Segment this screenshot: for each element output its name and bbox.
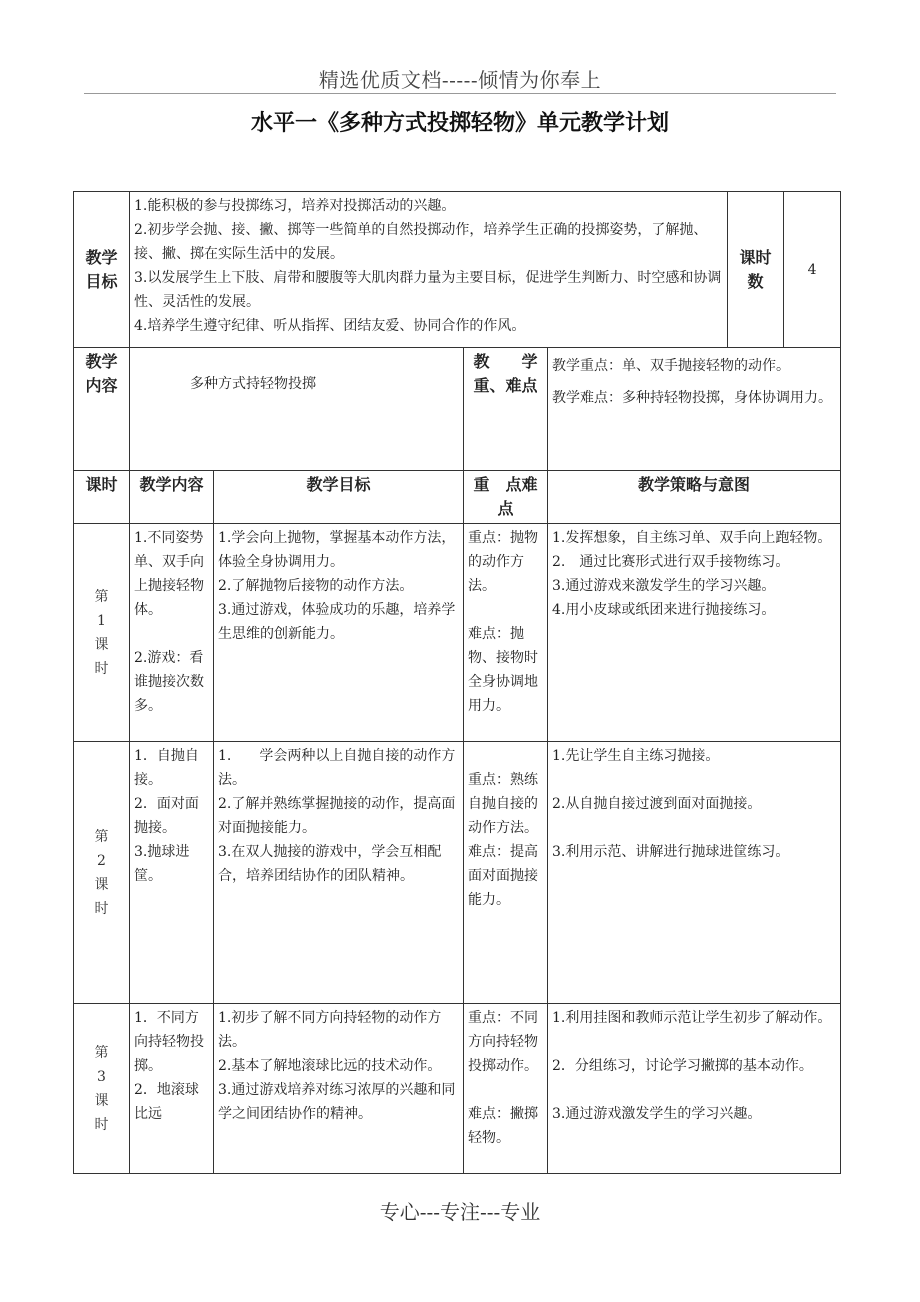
hours-label: 课时数 — [728, 192, 784, 348]
key-line: 重点：抛物的动作方法。 — [468, 530, 538, 594]
goal-line: 2.了解抛物后接物的动作方法。 — [218, 578, 414, 594]
lesson-char: 3 — [97, 1068, 106, 1085]
strategy-line: 2.从自抛自接过渡到面对面抛接。 — [552, 796, 762, 812]
objective-item: 1.能积极的参与投掷练习，培养对投掷活动的兴趣。 — [134, 198, 456, 214]
lesson-char: 2 — [97, 852, 106, 869]
lesson-char: 时 — [94, 900, 109, 917]
lesson-key — [464, 1004, 548, 1174]
content-line: 1．自抛自接。 — [134, 748, 199, 788]
keypoint-label-line2: 重、难点 — [473, 376, 538, 395]
strategy-line: 1.发挥想象，自主练习单、双手向上跑轻物。 — [552, 530, 832, 546]
goal-line: 3.通过游戏，体验成功的乐趣，培养学生思维的创新能力。 — [218, 602, 456, 642]
key-line: 难点：抛物、接物时全身协调地用力。 — [468, 626, 538, 714]
lesson-content — [130, 524, 214, 742]
lesson-content — [130, 1004, 214, 1174]
spacer — [552, 816, 836, 840]
lesson-char: 课 — [94, 1092, 109, 1109]
strategy-line: 2．分组练习，讨论学习撇掷的基本动作。 — [552, 1058, 813, 1074]
key-line: 重点：不同方向持轻物投掷动作。 — [468, 1010, 538, 1074]
content-line: 1.不同姿势单、双手向上抛接轻物体。 — [134, 530, 204, 618]
content-line: 3.抛球进筐。 — [134, 844, 190, 884]
goal-line: 1.学会向上抛物，掌握基本动作方法，体验全身协调用力。 — [218, 530, 456, 570]
strategy-line: 1.先让学生自主练习抛接。 — [552, 748, 720, 764]
objective-item: 3.以发展学生上下肢、肩带和腰腹等大肌肉群力量为主要目标，促进学生判断力、时空感和协调性、灵活性的发展。 — [134, 270, 722, 310]
lesson-number — [74, 524, 130, 742]
lesson-row-3 — [74, 1004, 841, 1174]
col-header-content: 教学内容 — [130, 471, 214, 524]
strategy-line: 3.利用示范、讲解进行抛球进筐练习。 — [552, 844, 790, 860]
spacer — [552, 768, 836, 792]
col-header-goal: 教学目标 — [214, 471, 464, 524]
objective-item: 2.初步学会抛、接、撇、掷等一些简单的自然投掷动作，培养学生正确的投掷姿势，了解抛、接、撇、掷在实际生活中的发展。 — [134, 222, 708, 262]
key-line: 难点：提高面对面抛接能力。 — [468, 844, 538, 908]
key-line: 难点：撇掷轻物。 — [468, 1106, 538, 1146]
goal-line: 1. 学会两种以上自抛自接的动作方法。 — [218, 748, 456, 788]
spacer — [552, 1078, 836, 1102]
spacer — [552, 1030, 836, 1054]
content-label: 教学内容 — [74, 348, 130, 471]
spacer — [468, 1078, 543, 1102]
lesson-char: 时 — [94, 1116, 109, 1133]
lesson-row-2 — [74, 742, 841, 1004]
lesson-char: 第 — [94, 588, 109, 605]
key-line: 重点：熟练自抛自接的动作方法。 — [468, 772, 538, 836]
col-header-key: 重 点难 点 — [464, 471, 548, 524]
strategy-line: 3.通过游戏来激发学生的学习兴趣。 — [552, 578, 776, 594]
goal-line: 3.通过游戏培养对练习浓厚的兴趣和同学之间团结协作的精神。 — [218, 1082, 456, 1122]
hours-value: 4 — [784, 192, 841, 348]
lesson-goals — [214, 742, 464, 1004]
content-line: 2.游戏：看谁抛接次数多。 — [134, 650, 204, 714]
lesson-key — [464, 742, 548, 1004]
goal-line: 1.初步了解不同方向持轻物的动作方法。 — [218, 1010, 442, 1050]
spacer — [468, 744, 543, 768]
header-divider — [84, 93, 836, 94]
lesson-char: 1 — [97, 612, 106, 629]
lesson-number — [74, 742, 130, 1004]
page-footer: 专心---专注---专业 — [379, 1200, 541, 1224]
lesson-char: 课 — [94, 636, 109, 653]
goal-line: 2.了解并熟练掌握抛接的动作，提高面对面抛接能力。 — [218, 796, 456, 836]
lesson-char: 时 — [94, 660, 109, 677]
objectives-label: 教学目标 — [74, 192, 130, 348]
strategy-line: 1.利用挂图和教师示范让学生初步了解动作。 — [552, 1010, 832, 1026]
col-header-strategy: 教学策略与意图 — [548, 471, 841, 524]
keypoint-cell — [548, 348, 841, 471]
lesson-char: 第 — [94, 828, 109, 845]
column-header-row — [74, 471, 841, 524]
lesson-strategy — [548, 524, 841, 742]
keypoint-label-line1: 教 学 — [473, 352, 538, 371]
lesson-number — [74, 1004, 130, 1174]
spacer — [468, 598, 543, 622]
difficulty-text: 教学难点：多种持轻物投掷，身体协调用力。 — [552, 390, 832, 406]
lesson-goals — [214, 1004, 464, 1174]
lesson-content — [130, 742, 214, 1004]
keypoint-label — [464, 348, 548, 471]
content-line: 2．地滚球比远 — [134, 1082, 199, 1122]
lesson-char: 第 — [94, 1044, 109, 1061]
lesson-strategy — [548, 1004, 841, 1174]
objective-item: 4.培养学生遵守纪律、听从指挥、团结友爱、协同合作的作风。 — [134, 318, 526, 334]
strategy-line: 3.通过游戏激发学生的学习兴趣。 — [552, 1106, 762, 1122]
plan-table — [73, 191, 841, 1174]
lesson-goals — [214, 524, 464, 742]
content-value: 多种方式持轻物投掷 — [130, 348, 464, 471]
key-point-text: 教学重点：单、双手抛接轻物的动作。 — [552, 358, 790, 374]
content-line: 1．不同方向持轻物投掷。 — [134, 1010, 204, 1074]
page-title: 水平一《多种方式投掷轻物》单元教学计划 — [250, 111, 669, 136]
page-header: 精选优质文档-----倾情为你奉上 — [318, 68, 602, 92]
goal-line: 3.在双人抛接的游戏中，学会互相配合，培养团结协作的团队精神。 — [218, 844, 442, 884]
lesson-key — [464, 524, 548, 742]
content-line: 2．面对面抛接。 — [134, 796, 199, 836]
goal-line: 2.基本了解地滚球比远的技术动作。 — [218, 1058, 442, 1074]
spacer — [134, 622, 209, 646]
strategy-line: 2. 通过比赛形式进行双手接物练习。 — [552, 554, 790, 570]
lesson-strategy — [548, 742, 841, 1004]
content-row — [74, 348, 841, 471]
col-header-lesson: 课时 — [74, 471, 130, 524]
objectives-row — [74, 192, 841, 348]
strategy-line: 4.用小皮球或纸团来进行抛接练习。 — [552, 602, 776, 618]
lesson-row-1 — [74, 524, 841, 742]
lesson-char: 课 — [94, 876, 109, 893]
objectives-cell — [130, 192, 728, 348]
